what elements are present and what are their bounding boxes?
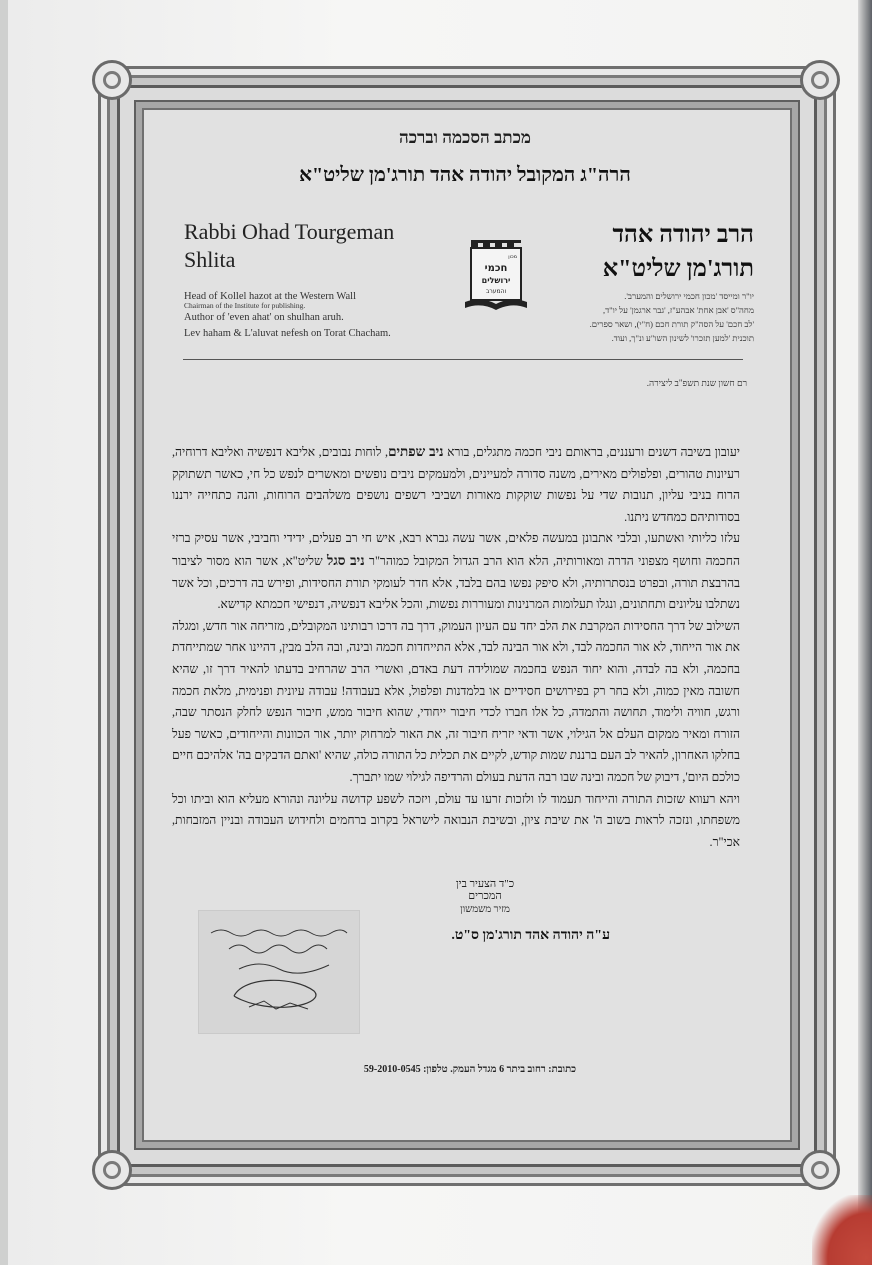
signature-subline: מזיר משמשון bbox=[460, 904, 510, 915]
letter-body bbox=[172, 441, 740, 853]
signature-closing: כ"ד הצעיר בין המכרים bbox=[455, 878, 515, 902]
signature-name: ע"ה יהודה אהד תורג'מן ס"ט. bbox=[451, 928, 610, 943]
hebrew-role: תוכנית 'למען תזכרו' לשינון השו"ע ונ"ך, ועוד. bbox=[611, 333, 754, 343]
english-name-line2: Shlita bbox=[184, 247, 236, 272]
header-divider bbox=[183, 359, 743, 360]
logo-top-word: מכון bbox=[508, 254, 517, 260]
finger-edge bbox=[812, 1195, 872, 1265]
frame-corner-ornament bbox=[800, 60, 840, 100]
author-name: ניב סגל bbox=[327, 552, 365, 568]
letter-title: מכתב הסכמה וברכה bbox=[398, 128, 532, 147]
frame-corner-ornament bbox=[92, 1150, 132, 1190]
letter-date: רם חשון שנת תשפ"ב ליצירה. bbox=[646, 378, 747, 388]
hebrew-role: מחה"ס 'אבן אחת' אבהע"ז, 'גבר ארגמן' על יו"ד, bbox=[602, 305, 754, 315]
body-paragraph: עלזו כליותי ואשתעו, ובלבי אתבונן במעשה פלאים, אשר עשה גברא רבא, איש חי רב פעלים, ידידי וחביבי, אשר עסיק ברזי החכמה וחושף מצפוני הדרה ומאורותיה, הלא הוא הרב הגדול המקובל כמוהר"ר ניב סגל שליט"א, אשר הוא מסור לציבור בהרבצת תורה, ובפרט בנסתרותיה, ולא סיפק נפשו בהם בלבד, אלא חדר לעומקי תורת החסידות, ופירש בה דרכים, וכל אשר נשתלבו עליונים ותחתונים, ונגלו תעלומות המרנינות ומעוררות נפשות, והכל אליבא דנפשיה, דנפישי חכמתא קדישא. bbox=[172, 531, 740, 612]
letter-subtitle: הרה"ג המקובל יהודה אהד תורג'מן שליט"א bbox=[299, 164, 631, 186]
hebrew-roles bbox=[514, 289, 754, 345]
english-role-sub: Chairman of the Institute for publishing. bbox=[184, 301, 306, 310]
english-name-line1: Rabbi Ohad Tourgeman bbox=[184, 219, 395, 244]
body-paragraph: ויהא רעווא שזכות התורה והייחוד תעמוד לו ולזכות זרעו עד עולם, ויזכה לשפע קדושה עליונה ונהורא מעליא הוא וביתו וכל משפחתו, ונזכה לראות בשוב ה' את שיבת ציון, ובשיבת הנבואה לישראל בקרוב ברחמים ולחידוש העבודה ובניין המזבחות, אכי"ר. bbox=[172, 791, 740, 849]
logo-word: חכמי bbox=[484, 263, 508, 274]
contact-address: כתובת: רחוב ביתר 6 מגדל העמק. טלפון: 59-2010-0545 bbox=[363, 1064, 577, 1075]
page-edge-shadow bbox=[858, 0, 872, 1265]
english-role: Head of Kollel hazot at the Western Wall bbox=[184, 291, 356, 302]
frame-corner-ornament bbox=[800, 1150, 840, 1190]
english-role: Lev haham & L'aluvat nefesh on Torat Chacham. bbox=[184, 328, 391, 339]
english-name bbox=[184, 218, 444, 274]
body-paragraph: השילוב של דרך החסידות המקרבת את הלב יחד עם העיון העמוק, דרך בה דרכו רבותינו המקובלים, מזריחה אור חדש, ומגלה את אור הייחוד, לא אור החכמה לבד, ולא אור הבינה לבד, אלא התייחדות חכמה ובינה, ובה הלב מבין, דהיינו אחר שמתייחדת בחכמה, ולא בה לבדה, והוא יחוד הנפש בחכמה שמולידה דעת באדם, ואשרי הרב שהרחיב בדעתו להאיר דרך זו, שהיא חשובה מאין כמוה, ולא בחר רק בפירושים חסידיים או בלמדנות ופלפול, אלא בעבודה! עבודה עיונית ופנימית, מלאת חכמה ורגש, חוויה ולימוד, תחושה והתמדה, כל אלו חברו לכדי חיבור ייחודי, שהוא חיבור ממש, חיבור הנפש לחלק הנסתר שבה, הזורח ומאיר ממקום העלם אל הגילוי, אשר ודאי יזריח חיבור זה, את האור למרחוק יותר, אור הכוונות והייחודים, כאשר פעל בחלקו האחרון, להאיר לב העם ברננת שמות קודש, לקיים את תכלית כל התורה כולה, שהיא 'ואתם הדבקים בה' אלהיכם חיים כולכם היום', דיבוק של חכמה ובינה שבו רבה הדעת בעולם והרדיפה לגילוי שמו יתברך. bbox=[172, 618, 740, 784]
hebrew-role: 'לב חכם' על הסה"ק תורת חכם (ח"י), ושאר ספרים. bbox=[589, 319, 754, 329]
hebrew-name-line1: הרב יהודה אהד bbox=[612, 222, 754, 248]
english-roles bbox=[184, 289, 474, 342]
hebrew-name bbox=[534, 218, 754, 286]
institute-logo bbox=[459, 234, 533, 314]
frame-corner-ornament bbox=[92, 60, 132, 100]
english-role: Author of 'even ahat' on shulhan aruh. bbox=[184, 312, 344, 323]
logo-word: ירושלים bbox=[481, 276, 511, 285]
book-name: ניב שפתים bbox=[388, 444, 444, 459]
body-paragraph: יעובון בשיבה דשנים ורעננים, בראותם ניבי חכמה מתגלים, בורא ניב שפתים, לוחות נבובים, אליבא דנפשיה ואליבא דרוחיה, רעיונות טהורים, ופלפולים מאירים, משנה סדורה למעיינים, ולמעמקים ניבים נופשים ומאשרים לנפש כל חי, כאשר תשתוקק הרוח בניבי עליון, תנובות שדי על נפשות שוקקות מאורות ושביבי רשפים נושפים משלהבים הרוחות, והנה כתחייה ירננו בסודותיהם כמחדש ניתנו. bbox=[172, 444, 740, 524]
handwritten-signature-stamp bbox=[198, 910, 360, 1034]
logo-word: והמערב bbox=[485, 288, 507, 295]
hebrew-name-line2: תורג'מן שליט"א bbox=[602, 256, 754, 282]
hebrew-role: יו"ר ומייסד 'מכון חכמי ירושלים והמערב'. bbox=[624, 291, 754, 301]
